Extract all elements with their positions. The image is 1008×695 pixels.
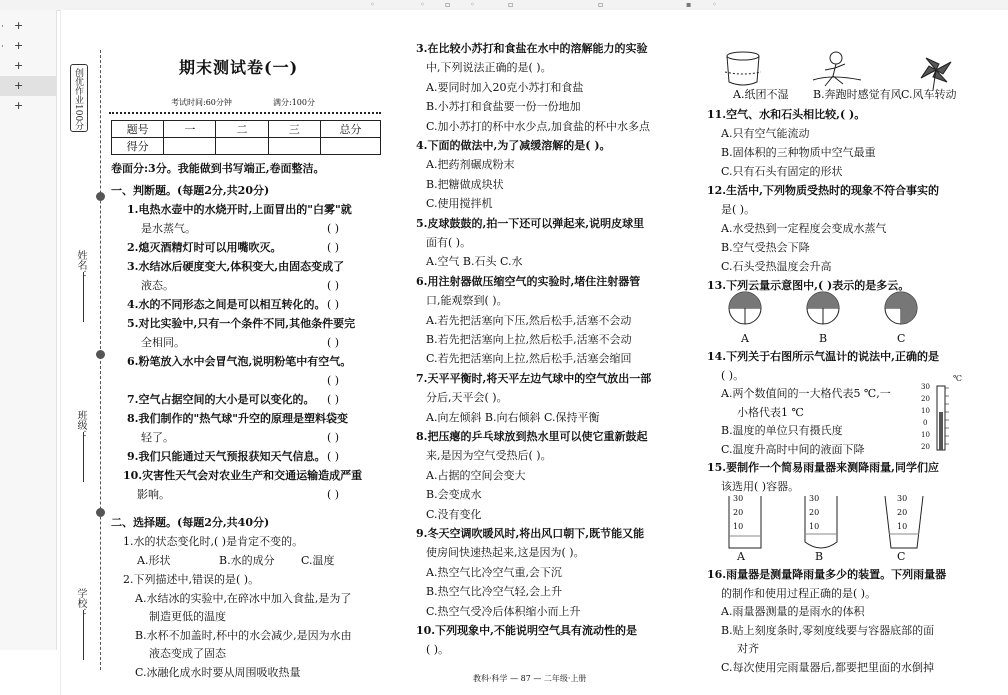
question-line: 4.下面的做法中,为了减缓溶解的是( )。 [416,139,611,152]
option-line: C.风车转动 [901,88,957,101]
sidebar-item[interactable]: + [14,39,24,52]
question-line: 7.天平平衡时,将天平左边气球中的空气放出一部 [416,371,652,385]
score-header: 总分 [320,121,380,138]
exam-score: 满分:100分 [273,98,315,107]
question-line: 2.熄灭酒精灯时可以用嘴吹灭。 [127,241,282,254]
option-line: A.向左倾斜 B.向右倾斜 C.保持平衡 [426,410,600,424]
option-line: 液态变成了固态 [149,647,226,660]
option-line: A.只有空气能流动 [721,127,810,140]
question-line: 1.水的状态变化时,( )是肯定不变的。 [123,535,304,548]
option-line: 使房间快速热起来,这是因为( )。 [426,546,585,560]
score-header: 二 [216,121,268,138]
section1-title: 一、判断题。(每题2分,共20分) [111,184,270,197]
question-line: 6.用注射器做压缩空气的实验时,堵住注射器管 [416,274,641,288]
option-line: B.若先把活塞向上拉,然后松手,活塞不会动 [426,333,632,346]
thermo-tick: 30 [921,383,930,391]
gauge-tick: 30 [733,494,744,503]
score-table [111,120,381,155]
question-line: 16.雨量器是测量降雨量多少的装置。下列雨量器 [707,568,947,581]
option-line: 中,下列说法正确的是( )。 [426,61,552,75]
option-line: C.使用搅拌机 [426,197,493,211]
binding-hole [96,508,105,517]
question-line: 4.水的不同形态之间是可以相互转化的。 [127,298,326,311]
gauge-tick: 20 [897,508,908,517]
neatness-note: 卷面分:3分。我能做到书写端正,卷面整洁。 [111,162,325,175]
gauge-tick: 10 [733,522,744,531]
diagram-label: C [897,550,906,563]
thermo-tick: 10 [921,407,930,415]
answer-parentheses[interactable]: ( ) [327,298,340,311]
option-line: A.把药剂碾成粉末 [426,158,515,172]
outline-sidebar [0,10,57,650]
score-cell[interactable] [216,138,268,155]
score-cell[interactable] [320,138,380,155]
question-line: 7.空气占据空间的大小是可以变化的。 [127,393,315,406]
sidebar-item-active[interactable]: + [0,76,56,96]
question-line: 14.下列关于右图所示气温计的说法中,正确的是 [707,350,939,363]
option-line: B.会变成水 [426,488,482,502]
option-line: B.把糖做成块状 [426,177,504,191]
question-line: 12.生活中,下列物质受热时的现象不符合事实的 [707,184,939,197]
option-line: A.纸团不湿 [733,88,789,101]
binding-line [100,50,101,670]
sidebar-item[interactable]: + [14,59,24,72]
option-line: ( )。 [721,368,745,382]
cloud-diagram-b [807,292,839,324]
binding-hole [96,192,105,201]
question-line: 全相同。 [141,336,185,349]
option-line: B.空气受热会下降 [721,241,810,254]
cursor-icon[interactable]: ◦ [370,0,375,9]
option-line: C.冰融化成水时要从周围吸收热量 [135,666,301,679]
badge-text: 创优作业100分 [73,68,83,131]
question-line: 影响。 [137,488,170,501]
rain-gauge-containers [721,494,961,552]
option-line: B.温度的单位只有摄氏度 [721,424,843,437]
sidebar-item[interactable]: + [14,19,24,32]
hand-icon[interactable]: ◦ [420,0,425,9]
thermo-tick: 20 [921,443,930,451]
gauge-tick: 30 [897,494,908,503]
option-line: C.只有石头有固定的形状 [721,165,843,178]
question-line: 2.下列描述中,错误的是( )。 [123,573,260,586]
answer-parentheses[interactable]: ( ) [327,374,340,387]
question-line: 3.水结冰后硬度变大,体积变大,由固态变成了 [127,260,345,273]
question-line: 液态。 [141,279,174,292]
question-line: 1.电热水壶中的水烧开时,上面冒出的"白雾"就 [127,203,352,216]
diagram-label: A [741,332,749,345]
gauge-tick: 10 [809,522,820,531]
option-line: 小格代表1 ℃ [737,405,804,419]
option-line: B.水的成分 [219,554,275,567]
cup-in-water-figure [725,52,761,85]
option-line: A.热空气比冷空气重,会下沉 [426,565,562,579]
print-icon[interactable]: ▫ [598,0,604,9]
question-line: 10.灾害性天气会对农业生产和交通运输造成严重 [123,469,363,482]
question-line: 5.皮球鼓鼓的,拍一下还可以弹起来,说明皮球里 [416,216,645,230]
option-line: C.每次使用完雨量器后,都要把里面的水倒掉 [721,660,935,674]
option-line: 来,是因为空气受热后( )。 [426,449,552,463]
option-line: C.热空气受冷后体积缩小而上升 [426,604,581,618]
option-line: C.石头受热温度会升高 [721,260,832,273]
question-line: 是水蒸气。 [141,222,196,235]
score-row-label: 得分 [112,138,164,155]
color-icon[interactable]: ▪ [686,0,692,9]
option-line: 分后,天平会( )。 [426,391,508,405]
option-line: A.两个数值间的一大格代表5 ℃,一 [721,387,891,400]
answer-parentheses[interactable]: ( ) [327,450,340,463]
option-line: C.温度 [301,554,335,567]
score-header: 题号 [112,121,164,138]
option-line: 面有( )。 [426,236,472,249]
school-line [83,610,85,660]
gauge-tick: 20 [733,508,744,517]
help-icon[interactable]: ◦ [712,0,717,9]
select-icon[interactable]: ▫ [445,0,451,9]
question-line: 9.我们只能通过天气预报获知天气信息。 [127,450,326,463]
answer-parentheses[interactable]: ( ) [327,336,340,349]
option-line: C.温度升高时中间的液面下降 [721,442,865,456]
score-header: 三 [268,121,320,138]
option-line: 对齐 [737,642,759,655]
zoom-icon[interactable]: ◦ [470,0,475,9]
option-line: B.奔跑时感觉有风 [813,88,902,101]
section2-title: 二、选择题。(每题2分,共40分) [111,516,270,529]
cloud-cover-diagrams [721,290,961,330]
option-line: A.雨量器测量的是雨水的体积 [721,605,865,618]
option-line: C.加小苏打的杯中水少点,加食盐的杯中水多点 [426,119,651,133]
pinwheel-figure [921,58,951,90]
option-line: 制造更低的温度 [149,610,226,623]
option-line: A.占据的空间会变大 [426,468,526,482]
header-rule [109,112,381,114]
diagram-label: C [897,332,906,345]
gauge-tick: 30 [809,494,820,503]
name-label: 姓名： [75,250,86,280]
question-line: 5.对比实验中,只有一个条件不同,其他条件要完 [127,317,356,330]
sidebar-bullet: · [1,42,4,52]
option-line: ( )。 [426,643,450,657]
question-line: 轻了。 [141,431,174,444]
exam-time: 考试时间:60分钟 [171,98,232,107]
score-cell[interactable] [268,138,320,155]
option-line: B.固体积的三种物质中空气最重 [721,146,876,159]
answer-parentheses[interactable]: ( ) [327,279,340,292]
sidebar-item[interactable]: + [14,99,24,112]
gauge-tick: 10 [897,522,908,531]
option-line: A.若先把活塞向下压,然后松手,活塞不会动 [426,313,632,327]
school-label: 学校： [75,588,86,618]
question-line: 15.要制作一个简易雨量器来测降雨量,同学们应 [707,461,939,474]
option-line: B.小苏打和食盐要一份一份地加 [426,100,581,114]
q10-images [721,50,991,92]
option-line: 的制作和使用过程正确的是( )。 [721,586,877,600]
question-line: 11.空气、水和石头相比较,( )。 [707,108,866,121]
thermo-unit: ℃ [953,374,962,383]
cloud-diagram-c [885,292,917,324]
question-line: 13.下列云量示意图中,( )表示的是多云。 [707,279,910,292]
exam-page [60,10,1008,695]
thermo-tick: 0 [923,419,928,427]
option-line: 是( )。 [721,203,756,216]
score-header: 一 [164,121,216,138]
diagram-label: B [819,332,828,345]
option-line: C.没有变化 [426,507,482,521]
option-line: A.要同时加入20克小苏打和食盐 [426,80,584,94]
gauge-tick: 20 [809,508,820,517]
class-label: 班级： [75,410,86,440]
option-line: A.形状 [137,554,171,567]
question-line: 3.在比较小苏打和食盐在水中的溶解能力的实验 [416,42,648,55]
option-line: A.水受热到一定程度会变成水蒸气 [721,222,887,235]
question-line: 8.把压瘪的乒乓球放到热水里可以使它重新鼓起 [416,430,648,443]
binding-hole [96,350,105,359]
option-line: A.水结冰的实验中,在碎冰中加入食盐,是为了 [135,592,352,605]
answer-parentheses[interactable]: ( ) [327,488,340,501]
question-line: 8.我们制作的"热气球"升空的原理是塑料袋变 [127,412,348,425]
cloud-diagram-a [729,292,761,324]
question-line: 6.粉笔放入水中会冒气泡,说明粉笔中有空气。 [127,355,352,368]
diagram-label: A [737,550,745,563]
running-child-figure [813,52,861,86]
thermo-tick: 20 [921,395,930,403]
page-footer: 教科·科学 — 87 — 二年级·上册 [473,674,587,683]
page-title: 期末测试卷(一) [179,58,299,77]
option-line: B.贴上刻度条时,零刻度线要与容器底部的面 [721,623,935,637]
option-line: B.水杯不加盖时,杯中的水会减少,是因为水由 [135,629,352,642]
option-line: A.空气 B.石头 C.水 [426,255,523,269]
question-line: 9.冬天空调吹暖风时,将出风口朝下,既节能又能 [416,527,645,540]
answer-parentheses[interactable]: ( ) [327,393,340,406]
thermo-tick: 10 [921,431,930,439]
option-line: 该选用( )容器。 [721,479,800,493]
option-line: B.热空气比冷空气轻,会上升 [426,585,563,599]
class-line [83,432,85,482]
question-line: 10.下列现象中,不能说明空气具有流动性的是 [416,624,637,637]
score-cell[interactable] [164,138,216,155]
answer-parentheses[interactable]: ( ) [327,241,340,254]
answer-parentheses[interactable]: ( ) [327,431,340,444]
name-line [83,272,85,322]
diagram-label: B [815,550,824,563]
answer-parentheses[interactable]: ( ) [327,222,340,235]
option-line: C.若先把活塞向上拉,然后松手,活塞会缩回 [426,352,632,366]
sidebar-bullet: · [1,22,4,32]
page-icon[interactable]: ▫ [508,0,514,9]
option-line: 口,能观察到( )。 [426,294,508,308]
